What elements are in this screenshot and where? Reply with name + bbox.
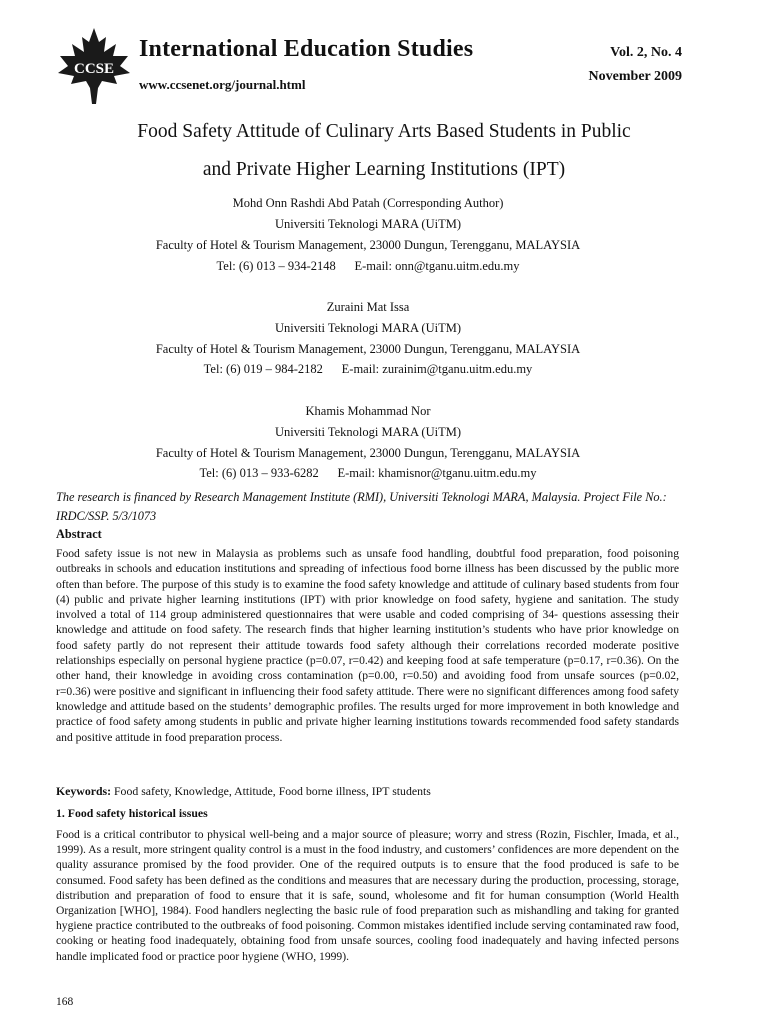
section-1-paragraph: Food is a critical contributor to physical well-being and a major source of pleasure; worry and stress (Rozin, Fischler, Imada, et al., 1999). As a result, more stringent quality control is a must in the food industry, and customers’ confidences are more dependent on the quality assurance promised by the food provider. One of the required outputs is to ensure that the food produced is safe to be consumed. Food safety has been defined as the conditions and measures that are necessary during the production, processing, storage, distribution and preparation of food to ensure that it is safe, sound, wholesome and fit for human consumption (World Health Organization [WHO], 1984). Food handlers neglecting the basic rule of food preparation such as mishandling and taking for granted hygiene practice contributed to the outbreaks of food poisoning. Common mistakes identified include serving contaminated raw food, cooking or heating food inadequately, obtaining food from unsafe sources, cooling food inadequately and having infected persons handle implicated food or practice poor hygiene (WHO, 1999). bbox=[56, 828, 679, 963]
author-1-name: Mohd Onn Rashdi Abd Patah (Corresponding Author) bbox=[232, 196, 504, 210]
section-1-heading: 1. Food safety historical issues bbox=[56, 806, 208, 820]
journal-url[interactable]: www.ccsenet.org/journal.html bbox=[139, 77, 306, 92]
article-title-line-1: Food Safety Attitude of Culinary Arts Based Students in Public bbox=[137, 121, 631, 142]
keywords-line bbox=[56, 784, 431, 799]
author-2-name: Zuraini Mat Issa bbox=[326, 300, 410, 314]
logo-text: CCSE bbox=[73, 61, 115, 77]
author-3-contact: Tel: (6) 013 – 933-6282 E-mail: khamisnor@tganu.uitm.edu.my bbox=[199, 466, 537, 480]
page-number: 168 bbox=[56, 996, 74, 1008]
ccse-maple-leaf-logo bbox=[56, 26, 132, 106]
author-3-name: Khamis Mohammad Nor bbox=[305, 404, 431, 418]
volume-number: Vol. 2, No. 4 bbox=[610, 45, 682, 60]
issue-date: November 2009 bbox=[588, 69, 682, 84]
keywords-list: Food safety, Knowledge, Attitude, Food borne illness, IPT students bbox=[114, 784, 431, 798]
author-2-university: Universiti Teknologi MARA (UiTM) bbox=[274, 321, 462, 335]
author-3-university: Universiti Teknologi MARA (UiTM) bbox=[274, 425, 462, 439]
author-2-contact: Tel: (6) 019 – 984-2182 E-mail: zurainim@tganu.uitm.edu.my bbox=[203, 362, 533, 376]
author-1-university: Universiti Teknologi MARA (UiTM) bbox=[274, 217, 462, 231]
funding-note: The research is financed by Research Management Institute (RMI), Universiti Teknologi MARA, Malaysia. Project File No.: IRDC/SSP. 5/3/1073 bbox=[56, 490, 667, 523]
keywords-label: Keywords: bbox=[56, 784, 112, 798]
abstract-heading: Abstract bbox=[56, 527, 102, 541]
author-3-faculty: Faculty of Hotel & Tourism Management, 23000 Dungun, Terengganu, MALAYSIA bbox=[155, 446, 581, 460]
journal-title: International Education Studies bbox=[139, 36, 474, 62]
author-1-faculty: Faculty of Hotel & Tourism Management, 23000 Dungun, Terengganu, MALAYSIA bbox=[155, 238, 581, 252]
author-2-faculty: Faculty of Hotel & Tourism Management, 23000 Dungun, Terengganu, MALAYSIA bbox=[155, 342, 581, 356]
author-1-contact: Tel: (6) 013 – 934-2148 E-mail: onn@tganu.uitm.edu.my bbox=[216, 259, 520, 273]
article-title-line-2: and Private Higher Learning Institutions (IPT) bbox=[202, 159, 566, 180]
journal-header bbox=[0, 0, 768, 110]
abstract-text: Food safety issue is not new in Malaysia as problems such as unsafe food handling, doubtful food preparation, food poisoning outbreaks in schools and education institutions and spreading of infectious food borne illness has been discussed by the public more often than before. The purpose of this study is to examine the food safety knowledge and attitude of culinary based students from four (4) public and private higher learning institutions (IPT) with prior knowledge on food safety, hygiene and sanitation. The study involved a total of 114 group administered questionnaires that were usable and coded comprising of 34- questions assessing their knowledge and attitude on food safety. The research finds that higher learning institution’s students who have prior knowledge on food safety partly do not represent their attitude towards food safety although their correlations recorded moderate positive relationships especially on personal hygiene practice (p=0.07, r=0.42) and keeping food at safe temperature (p=0.17, r=0.36). On the other hand, their knowledge in avoiding cross contamination (p=0.00, r=0.50) and avoiding food from unsafe sources (p=0.02, r=0.36) were positive and significant in influencing their food safety attitude. There were no significant differences among food safety knowledge and attitude based on the students’ demographic profiles. The results urged for more improvement in both knowledge and practice of food safety among students in public and private higher learning institutions towards recommended food safety standards and positive attitude in food preparation process. bbox=[56, 547, 679, 744]
